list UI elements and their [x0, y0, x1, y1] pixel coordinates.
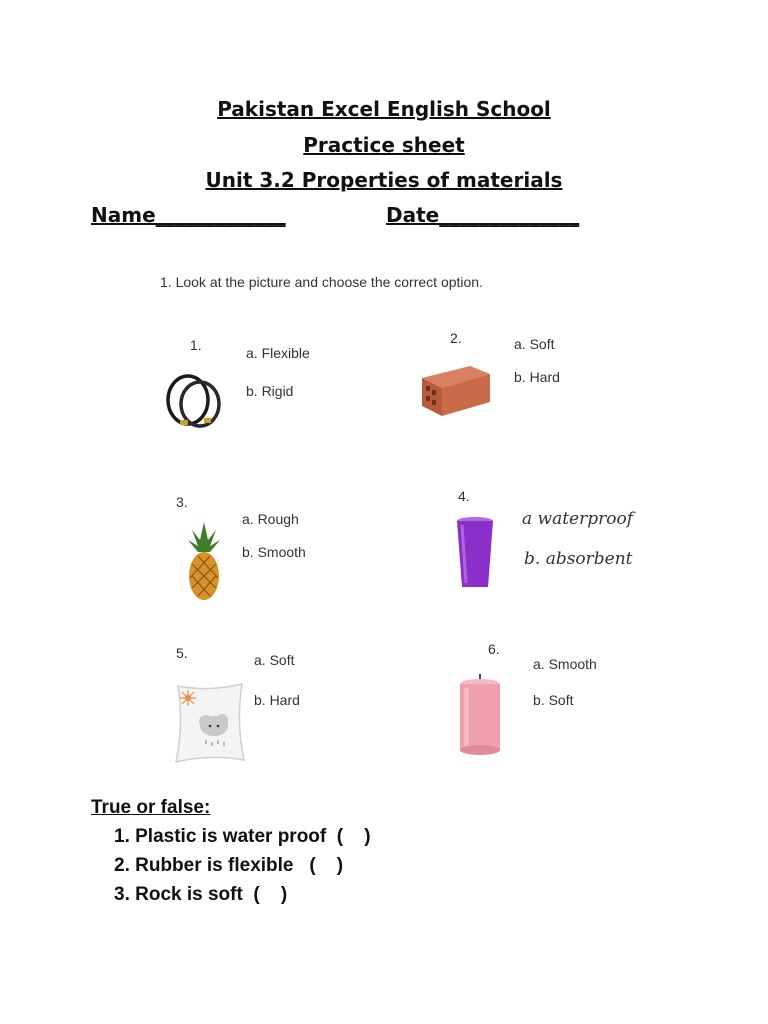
option-b[interactable]: b. Rigid — [246, 383, 294, 399]
option-a[interactable]: a. Flexible — [246, 345, 310, 361]
item-number: 3. — [176, 494, 188, 510]
true-false-item: 1. Plastic is water proof ( ) — [114, 826, 371, 847]
item-number: 2. — [450, 330, 462, 346]
date-field: Date______________ — [386, 203, 580, 227]
hair-ties-icon — [164, 368, 224, 432]
brick-icon — [418, 360, 494, 420]
pineapple-icon — [184, 520, 224, 602]
school-name: Pakistan Excel English School — [217, 97, 551, 121]
item-number: 6. — [488, 641, 500, 657]
item-number: 5. — [176, 645, 188, 661]
option-a[interactable]: a. Smooth — [533, 656, 597, 672]
option-b[interactable]: b. Smooth — [242, 544, 306, 560]
name-field: Name_____________ — [91, 203, 286, 227]
option-b[interactable]: b. Hard — [254, 692, 300, 708]
plastic-cup-icon — [454, 515, 496, 591]
option-b[interactable]: b. Hard — [514, 369, 560, 385]
option-a[interactable]: a. Rough — [242, 511, 299, 527]
sheet-title: Practice sheet — [303, 133, 465, 157]
true-false-item: 3. Rock is soft ( ) — [114, 884, 288, 905]
item-number: 1. — [190, 337, 202, 353]
pillow-icon — [172, 680, 248, 766]
true-false-item: 2. Rubber is flexible ( ) — [114, 855, 344, 876]
candle-icon — [456, 672, 504, 756]
option-a[interactable]: a. Soft — [514, 336, 555, 352]
question-instruction: 1. Look at the picture and choose the correct option. — [160, 274, 483, 290]
option-b[interactable]: b. Soft — [533, 692, 574, 708]
option-a[interactable]: a. Soft — [254, 652, 295, 668]
option-a[interactable]: a waterproof — [522, 509, 634, 529]
true-false-title: True or false: — [91, 797, 211, 818]
item-number: 4. — [458, 488, 470, 504]
unit-title: Unit 3.2 Properties of materials — [205, 168, 563, 192]
option-b[interactable]: b. absorbent — [524, 549, 633, 569]
